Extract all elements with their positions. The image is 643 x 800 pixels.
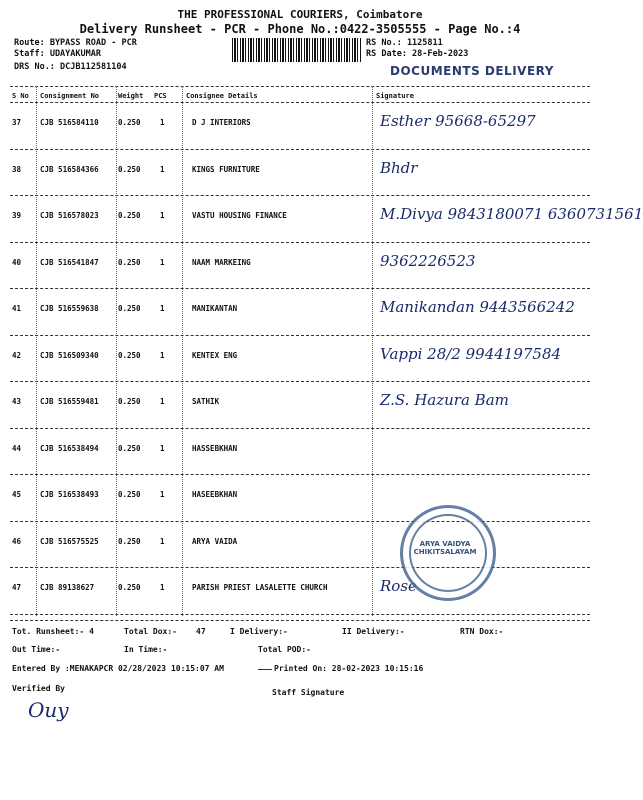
row-consignment-no: CJB 516538494 bbox=[40, 443, 99, 453]
row-sno: 37 bbox=[12, 118, 22, 127]
rs-date: RS Date: 28-Feb-2023 bbox=[366, 49, 469, 59]
row-signature: Vappi 28/2 9944197584 bbox=[380, 344, 562, 363]
rtn-dox: RTN Dox:- bbox=[460, 627, 504, 636]
row-weight: 0.250 bbox=[118, 211, 141, 220]
row-consignee: VASTU HOUSING FINANCE bbox=[192, 211, 287, 220]
row-consignee: HASSEBKHAN bbox=[192, 443, 238, 453]
row-signature: Bhdr bbox=[380, 158, 418, 177]
col-header-signature: Signature bbox=[376, 92, 414, 100]
out-time: Out Time:- bbox=[12, 645, 61, 654]
row-sno: 47 bbox=[12, 583, 22, 592]
verified-signature: Ouy bbox=[28, 698, 69, 722]
rs-number: RS No.: 1125811 bbox=[366, 38, 443, 48]
col-divider bbox=[372, 86, 373, 616]
row-pcs: 1 bbox=[160, 350, 165, 360]
ii-delivery: II Delivery:- bbox=[342, 627, 405, 636]
row-consignment-no: CJB 516541847 bbox=[40, 257, 99, 267]
row-pcs: 1 bbox=[160, 397, 165, 406]
staff-signature: Staff Signature bbox=[272, 688, 345, 697]
row-consignee: KINGS FURNITURE bbox=[192, 164, 260, 174]
row-consignee: D J INTERIORS bbox=[192, 118, 251, 127]
barcode bbox=[232, 38, 362, 62]
row-sno: 43 bbox=[12, 397, 22, 406]
row-signature: M.Divya 9843180071 6360731561 bbox=[380, 205, 643, 223]
total-dox-label: Total Dox:- bbox=[124, 627, 177, 636]
row-sno: 40 bbox=[12, 257, 22, 267]
row-pcs: 1 bbox=[160, 164, 165, 174]
row-sno: 46 bbox=[12, 536, 22, 546]
row-weight: 0.250 bbox=[118, 304, 141, 313]
row-weight: 0.250 bbox=[118, 164, 141, 174]
footer-top-border bbox=[10, 620, 590, 621]
col-header-sno: S No bbox=[12, 92, 29, 100]
total-runsheet: Tot. Runsheet:- 4 bbox=[12, 627, 94, 636]
row-divider bbox=[10, 288, 590, 289]
row-signature: Rose bbox=[380, 577, 417, 595]
row-weight: 0.250 bbox=[118, 350, 141, 360]
row-weight: 0.250 bbox=[118, 490, 141, 499]
printed-on: Printed On: 28-02-2023 10:15:16 bbox=[274, 664, 424, 673]
row-consignment-no: CJB 516584366 bbox=[40, 164, 99, 174]
row-sno: 45 bbox=[12, 490, 22, 499]
in-time: In Time:- bbox=[124, 645, 168, 654]
row-weight: 0.250 bbox=[118, 118, 141, 127]
row-pcs: 1 bbox=[160, 583, 165, 592]
row-signature: Esther 95668-65297 bbox=[380, 112, 536, 130]
col-divider bbox=[36, 86, 37, 616]
table-top-border bbox=[10, 86, 590, 87]
row-weight: 0.250 bbox=[118, 536, 141, 546]
row-pcs: 1 bbox=[160, 257, 165, 267]
row-consignee: PARISH PRIEST LASALETTE CHURCH bbox=[192, 583, 328, 592]
row-divider bbox=[10, 149, 590, 150]
row-divider bbox=[10, 242, 590, 243]
col-header-weight: Weight bbox=[118, 92, 144, 100]
row-sno: 39 bbox=[12, 211, 22, 220]
row-divider bbox=[10, 521, 590, 522]
col-divider bbox=[116, 86, 117, 616]
route: Route: BYPASS ROAD - PCR bbox=[14, 38, 137, 48]
row-consignment-no: CJB 516538493 bbox=[40, 490, 99, 499]
company-name: THE PROFESSIONAL COURIERS, Coimbatore bbox=[177, 8, 423, 21]
row-signature: Manikandan 9443566242 bbox=[380, 298, 575, 316]
documents-delivery-stamp: DOCUMENTS DELIVERY bbox=[390, 64, 554, 78]
col-divider bbox=[182, 86, 183, 616]
verified-by: Verified By bbox=[12, 684, 65, 693]
row-consignment-no: CJB 516575525 bbox=[40, 536, 99, 546]
i-delivery: I Delivery:- bbox=[230, 627, 288, 636]
row-pcs: 1 bbox=[160, 536, 165, 546]
row-divider bbox=[10, 474, 590, 475]
row-consignment-no: CJB 516509340 bbox=[40, 350, 99, 360]
row-consignee: ARYA VAIDA bbox=[192, 536, 238, 546]
col-header-consignment: Consignment No bbox=[40, 92, 100, 100]
row-pcs: 1 bbox=[160, 118, 165, 127]
row-consignee: SATHIK bbox=[192, 397, 220, 406]
row-divider bbox=[10, 381, 590, 382]
col-header-consignee: Consignee Details bbox=[186, 92, 258, 100]
row-pcs: 1 bbox=[160, 211, 165, 220]
row-divider bbox=[10, 335, 590, 336]
row-divider bbox=[10, 195, 590, 196]
row-signature: Z.S. Hazura Bam bbox=[380, 391, 509, 409]
row-signature: 9362226523 bbox=[380, 251, 476, 270]
row-sno: 44 bbox=[12, 443, 22, 453]
row-consignee: MANIKANTAN bbox=[192, 304, 238, 313]
row-consignee: KENTEX ENG bbox=[192, 350, 238, 360]
row-sno: 38 bbox=[12, 164, 22, 174]
row-sno: 42 bbox=[12, 350, 22, 360]
row-pcs: 1 bbox=[160, 490, 165, 499]
total-pod: Total POD:- bbox=[258, 645, 311, 654]
row-consignment-no: CJB 516559481 bbox=[40, 397, 99, 406]
row-divider bbox=[10, 567, 590, 568]
row-pcs: 1 bbox=[160, 304, 165, 313]
row-consignment-no: CJB 516584110 bbox=[40, 118, 99, 127]
col-header-pcs: PCS bbox=[154, 92, 167, 100]
row-sno: 41 bbox=[12, 304, 22, 313]
row-consignment-no: CJB 516559638 bbox=[40, 304, 99, 313]
total-dox-value: 47 bbox=[196, 627, 206, 636]
row-consignee: HASEEBKHAN bbox=[192, 490, 238, 499]
staff: Staff: UDAYAKUMAR bbox=[14, 49, 101, 59]
row-divider bbox=[10, 614, 590, 615]
runsheet-title: Delivery Runsheet - PCR - Phone No.:0422-3505555 - Page No.:4 bbox=[79, 22, 521, 36]
seal-text: ARYA VAIDYA CHIKITSALAYAM bbox=[413, 540, 477, 556]
row-weight: 0.250 bbox=[118, 397, 141, 406]
row-consignee: NAAM MARKEING bbox=[192, 257, 251, 267]
table-header-border bbox=[10, 102, 590, 103]
row-weight: 0.250 bbox=[118, 443, 141, 453]
row-pcs: 1 bbox=[160, 443, 165, 453]
row-weight: 0.250 bbox=[118, 583, 141, 592]
row-consignment-no: CJB 516578023 bbox=[40, 211, 99, 220]
entered-by: Entered By :MENAKAPCR 02/28/2023 10:15:07 AM bbox=[12, 664, 224, 673]
drs-number: DRS No.: DCJB112581104 bbox=[14, 62, 127, 72]
footer-separator bbox=[258, 669, 272, 670]
row-weight: 0.250 bbox=[118, 257, 141, 267]
row-consignment-no: CJB 89138627 bbox=[40, 583, 95, 592]
row-divider bbox=[10, 428, 590, 429]
